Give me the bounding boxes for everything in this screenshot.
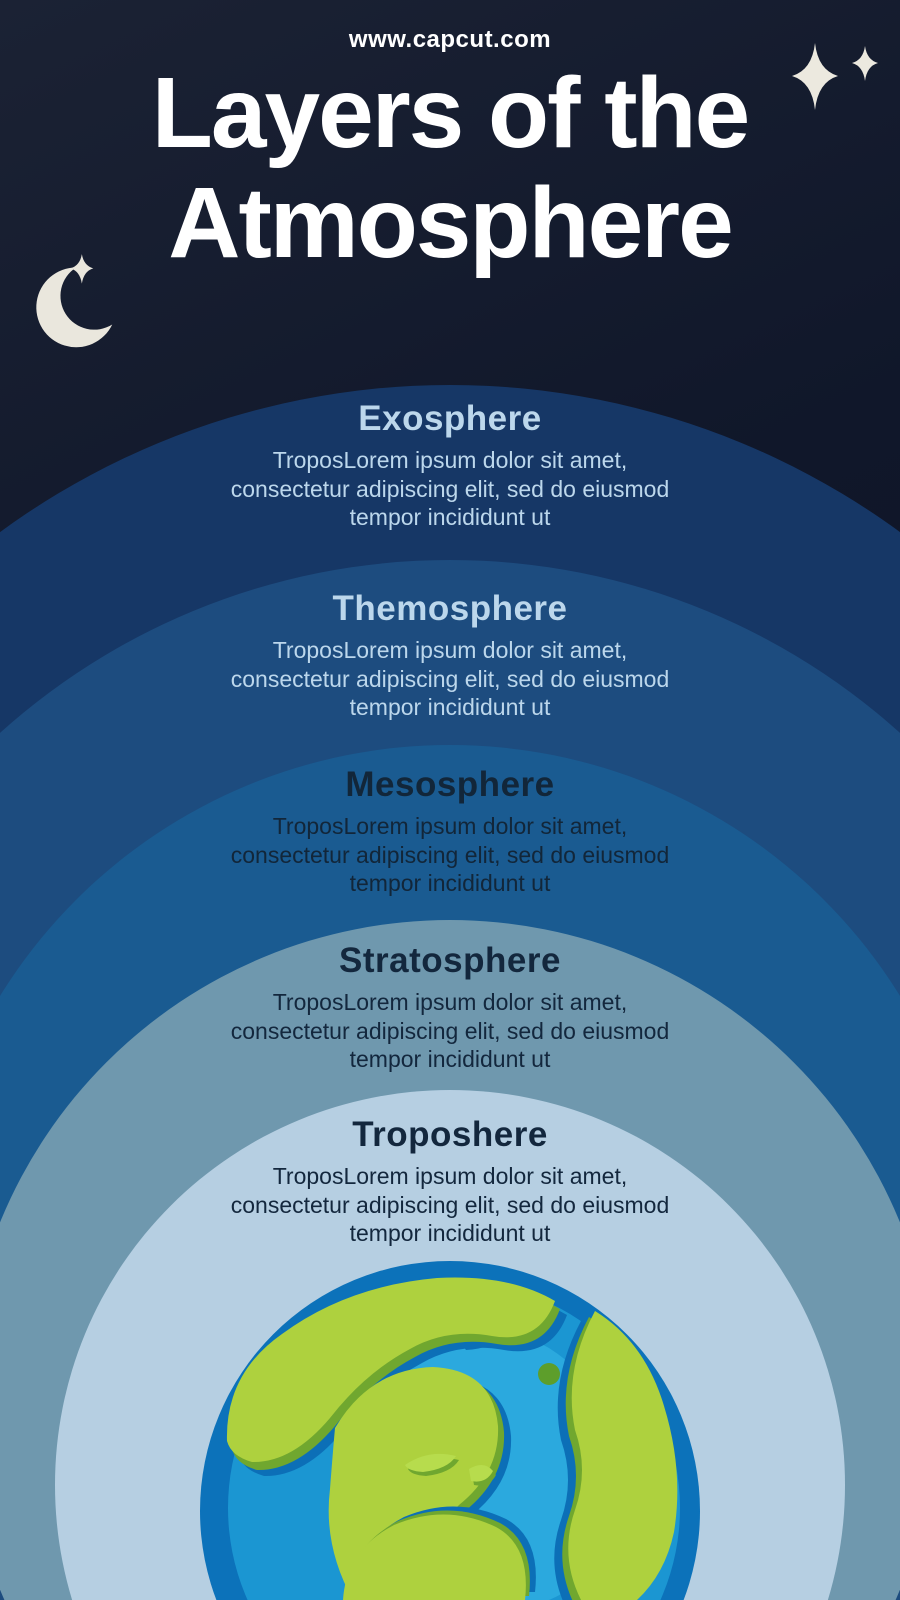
- layer-title: Stratosphere: [339, 941, 561, 980]
- layer-section-mesosphere: [0, 764, 900, 898]
- layer-section-exosphere: [0, 398, 900, 532]
- layer-title: Mesosphere: [345, 765, 555, 804]
- layer-description: TroposLorem ipsum dolor sit amet, consectetur adipiscing elit, sed do eiusmod tempor incididunt ut: [230, 989, 670, 1072]
- page-title: [0, 58, 900, 278]
- page-title-line1: Layers of the: [151, 57, 749, 169]
- earth-illustration: [197, 1256, 703, 1600]
- sparkles-icon: [775, 38, 885, 123]
- layer-section-stratosphere: [0, 940, 900, 1074]
- layer-title: Troposhere: [352, 1115, 548, 1154]
- layer-section-troposhere: [0, 1114, 900, 1248]
- layer-title: Themosphere: [332, 589, 568, 628]
- page-title-line2: Atmosphere: [168, 167, 732, 279]
- layer-title: Exosphere: [358, 399, 542, 438]
- layer-description: TroposLorem ipsum dolor sit amet, consectetur adipiscing elit, sed do eiusmod tempor incididunt ut: [230, 637, 670, 720]
- layer-description: TroposLorem ipsum dolor sit amet, consectetur adipiscing elit, sed do eiusmod tempor incididunt ut: [230, 447, 670, 530]
- website-url: www.capcut.com: [348, 26, 552, 53]
- crescent-moon-icon: [22, 252, 117, 357]
- layer-description: TroposLorem ipsum dolor sit amet, consectetur adipiscing elit, sed do eiusmod tempor incididunt ut: [230, 1163, 670, 1246]
- layer-section-themosphere: [0, 588, 900, 722]
- layer-description: TroposLorem ipsum dolor sit amet, consectetur adipiscing elit, sed do eiusmod tempor incididunt ut: [230, 813, 670, 896]
